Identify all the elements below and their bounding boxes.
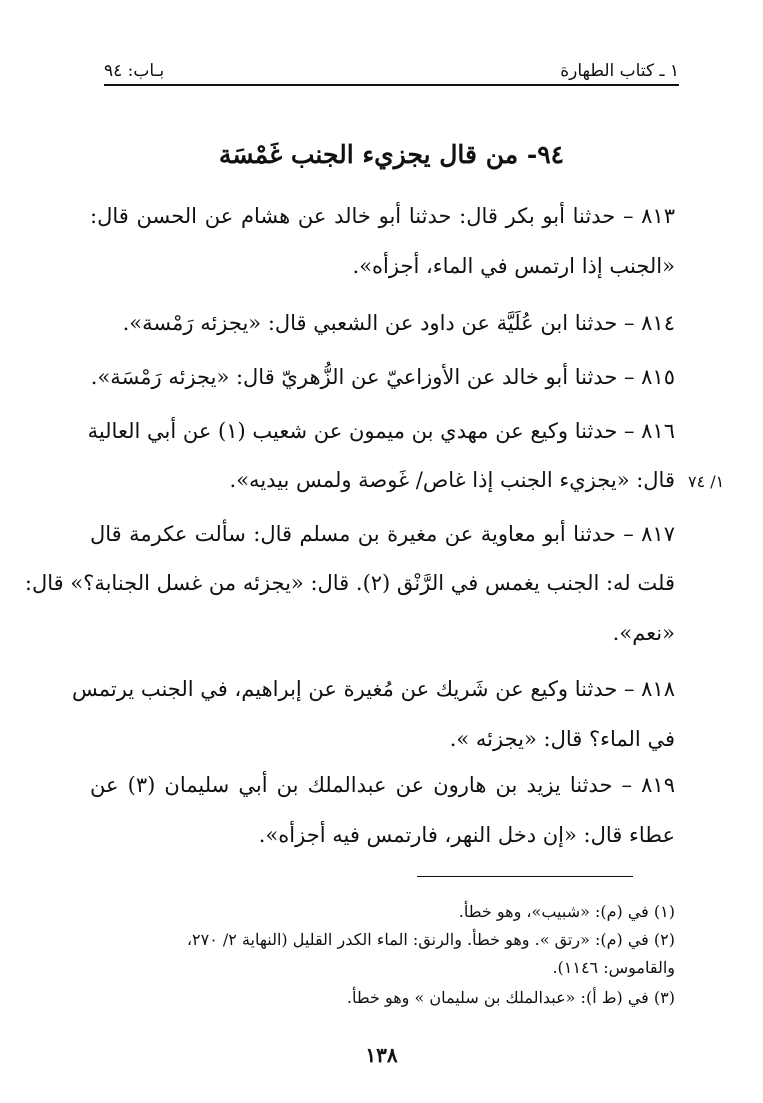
footnote-2-line-1: (٢) في (م): «رتق ». وهو خطأ. والرنق: الماء الكدر القليل (النهاية ٢/ ٢٧٠، <box>186 930 675 949</box>
header-chapter-ref: بـاب: ٩٤ <box>104 61 165 81</box>
hadith-818-line-2: في الماء؟ قال: «يجزئه ». <box>449 727 675 751</box>
header-book-title: ١ ـ كتاب الطهارة <box>560 61 679 81</box>
hadith-813-line-1: ٨١٣ – حدثنا أبو بكر قال: حدثنا أبو خالد عن هشام عن الحسن قال: <box>90 204 675 228</box>
footnote-2-line-2: والقاموس: ١١٤٦). <box>552 958 675 977</box>
page-number: ١٣٨ <box>365 1043 398 1067</box>
margin-reference: ١/ ٧٤ <box>688 472 725 491</box>
footnote-1: (١) في (م): «شبيب»، وهو خطأ. <box>458 902 675 921</box>
chapter-title: ٩٤- من قال يجزيء الجنب غَمْسَة <box>218 140 565 169</box>
footnote-3: (٣) في (ط أ): «عبدالملك بن سليمان » وهو خطأ. <box>346 988 675 1007</box>
hadith-816-line-2: قال: «يجزيء الجنب إذا غاص/ غَوصة ولمس بيديه». <box>229 468 675 492</box>
hadith-815: ٨١٥ – حدثنا أبو خالد عن الأوزاعيّ عن الزُّهريّ قال: «يجزئه رَمْسَة». <box>90 365 675 389</box>
hadith-817-line-1: ٨١٧ – حدثنا أبو معاوية عن مغيرة بن مسلم قال: سألت عكرمة قال <box>90 522 675 546</box>
hadith-819-line-1: ٨١٩ – حدثنا يزيد بن هارون عن عبدالملك بن أبي سليمان (٣) عن <box>90 773 675 797</box>
hadith-816-line-1: ٨١٦ – حدثنا وكيع عن مهدي بن ميمون عن شعيب (١) عن أبي العالية <box>87 419 675 443</box>
running-header <box>104 52 679 86</box>
hadith-818-line-1: ٨١٨ – حدثنا وكيع عن شَريك عن مُغيرة عن إبراهيم، في الجنب يرتمس <box>71 677 675 701</box>
hadith-817-line-3: «نعم». <box>612 621 675 645</box>
footnote-separator <box>417 876 633 877</box>
hadith-819-line-2: عطاء قال: «إن دخل النهر، فارتمس فيه أجزأه». <box>258 823 675 847</box>
hadith-813-line-2: «الجنب إذا ارتمس في الماء، أجزأه». <box>352 254 675 278</box>
hadith-817-line-2: قلت له: الجنب يغمس في الرَّنْق (٢). قال: «يجزئه من غسل الجنابة؟» قال: <box>24 571 675 595</box>
hadith-814: ٨١٤ – حدثنا ابن عُلَيَّة عن داود عن الشعبي قال: «يجزئه رَمْسة». <box>122 311 675 335</box>
